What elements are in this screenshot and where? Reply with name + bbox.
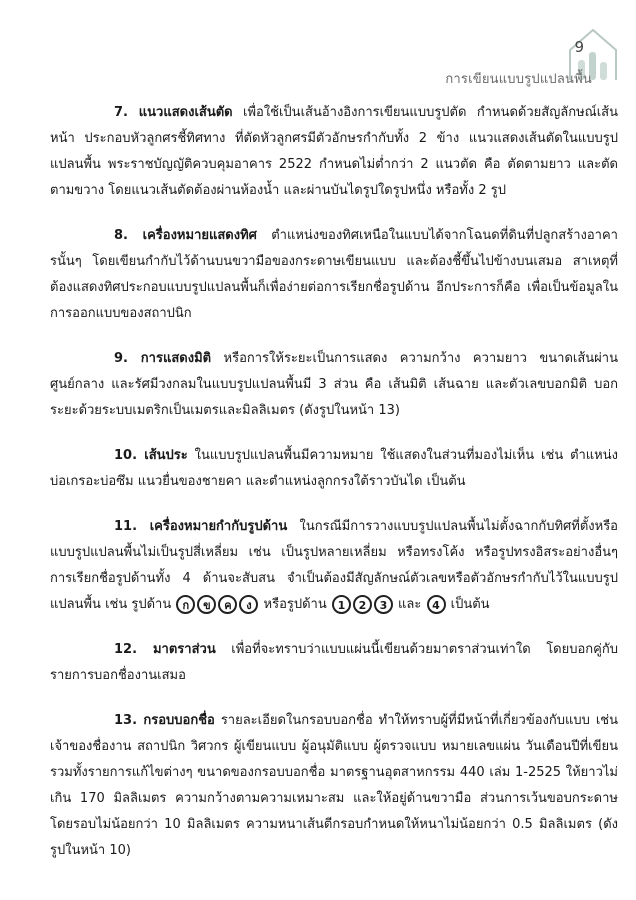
section-text: ในแบบรูปแปลนพื้นมีความหมาย ใช้แสดงในส่วนที่มองไม่เห็น เช่น ตำแหน่งบ่อเกรอะบ่อซึม แนวยื่นของชายคา และตำแหน่งลูกกรงใต้ราวบันได เป็นต้น <box>50 448 618 489</box>
section-title: 7. แนวแสดงเส้นตัด <box>114 105 233 120</box>
page-number: 9 <box>574 38 584 56</box>
circled-letter-ko: ก <box>176 595 195 614</box>
section-9 <box>50 346 618 424</box>
circled-letter-ngo: ง <box>239 595 258 614</box>
section-text: เพื่อใช้เป็นเส้นอ้างอิงการเขียนแบบรูปตัด กำหนดด้วยสัญลักษณ์เส้นหน้า ประกอบหัวลูกศรชี้ทิศทาง ที่ตัดหัวลูกศรมีตัวอักษรกำกับทั้ง 2 ข้าง แนวแสดงเส้นตัดในแบบรูปแปลนพื้น พระราชบัญญัติควบคุมอาคาร 2522 กำหนดไม่ต่ำกว่า 2 แนวตัด คือ ตัดตามยาว และตัดตามขวาง โดยแนวเส้นตัดต้องผ่านห้องน้ำ และผ่านบันไดรูปใดรูปหนึ่ง หรือทั้ง 2 รูป <box>50 105 619 198</box>
section-7 <box>50 100 618 204</box>
header-title: การเขียนแบบรูปแปลนพื้น <box>445 72 592 87</box>
section-text: หรือการให้ระยะเป็นการแสดง ความกว้าง ความยาว ขนาดเส้นผ่านศูนย์กลาง และรัศมีวงกลมในแบบรูปแปลนพื้นมี 3 ส่วน คือ เส้นมิติ เส้นฉาย และตัวเลขบอกมิติ บอกระยะด้วยระบบเมตริกเป็นเมตรและมิลลิเมตร (ดังรูปในหน้า 13) <box>50 351 618 418</box>
section-title: 8. เครื่องหมายแสดงทิศ <box>114 228 257 243</box>
circled-number-4: 4 <box>427 595 446 614</box>
section-title: 9. การแสดงมิติ <box>114 351 212 366</box>
section-text-and: และ <box>398 597 422 612</box>
section-title: 13. กรอบบอกชื่อ <box>114 713 215 728</box>
section-text: ตำแหน่งของทิศเหนือในแบบได้จากโฉนดที่ดินที่ปลูกสร้างอาคารนั้นๆ โดยเขียนกำกับไว้ด้านบนขวามือของกระดาษเขียนแบบ และต้องชี้ขึ้นไปข้างบนเสมอ สาเหตุที่ต้องแสดงทิศประกอบแบบรูปแปลนพื้นก็เพื่อง่ายต่อการเรียกชื่อรูปด้าน อีกประการก็คือ เพื่อเป็นข้อมูลในการออกแบบของสถาปนิก <box>50 228 618 321</box>
section-text: เพื่อที่จะทราบว่าแบบแผ่นนี้เขียนด้วยมาตราส่วนเท่าใด โดยบอกคู่กับรายการบอกชื่องานเสมอ <box>50 642 618 683</box>
circled-letter-kho-khwai: ค <box>218 595 237 614</box>
section-10 <box>50 443 618 495</box>
section-text: รายละเอียดในกรอบบอกชื่อ ทำให้ทราบผู้ที่มีหน้าที่เกี่ยวข้องกับแบบ เช่น เจ้าของชื่องาน สถาปนิก วิศวกร ผู้เขียนแบบ ผู้อนุมัติแบบ ผู้ตรวจแบบ หมายเลขแผ่น วันเดือนปีที่เขียน รวมทั้งรายการแก้ไขต่างๆ ขนาดของกรอบบอกชื่อ มาตรฐานอุตสาหกรรม 440 เล่ม 1-2525 ให้ยาวไม่เกิน 170 มิลลิเมตร ความกว้างตามความเหมาะสม และให้อยู่ด้านขวามือ ส่วนการเว้นขอบกระดาษโดยรอบไม่น้อยกว่า 10 มิลลิเมตร ความหนาเส้นตีกรอบกำหนดให้หนาไม่น้อยกว่า 0.5 มิลลิเมตร (ดังรูปในหน้า 10) <box>50 713 618 858</box>
circled-number-1: 1 <box>332 595 351 614</box>
section-title: 12. มาตราส่วน <box>114 642 216 657</box>
section-8 <box>50 223 618 327</box>
section-13 <box>50 708 618 864</box>
section-11 <box>50 514 618 618</box>
section-text: ในกรณีมีการวางแบบรูปแปลนพื้นไม่ตั้งฉากกับทิศที่ตั้งหรือแบบรูปแปลนพื้นไม่เป็นรูปสี่เหลี่ยม เช่น เป็นรูปหลายเหลี่ยม หรือทรงโค้ง หรือรูปทรงอิสระอย่างอื่นๆ การเรียกชื่อรูปด้านทั้ง 4 ด้านจะสับสน จำเป็นต้องมีสัญลักษณ์ตัวเลขหรือตัวอักษรกำกับไว้ในแบบรูปแปลนพื้น เช่น รูปด้าน <box>50 519 618 612</box>
section-12 <box>50 637 618 689</box>
section-title: 11. เครื่องหมายกำกับรูปด้าน <box>114 519 288 534</box>
section-title: 10. เส้นประ <box>114 448 188 463</box>
circled-number-3: 3 <box>374 595 393 614</box>
page-header <box>0 0 636 90</box>
section-text-mid: หรือรูปด้าน <box>263 597 327 612</box>
document-body <box>50 100 618 883</box>
section-text-end: เป็นต้น <box>450 597 490 612</box>
circled-number-2: 2 <box>353 595 372 614</box>
circled-letter-kho: ข <box>197 595 216 614</box>
